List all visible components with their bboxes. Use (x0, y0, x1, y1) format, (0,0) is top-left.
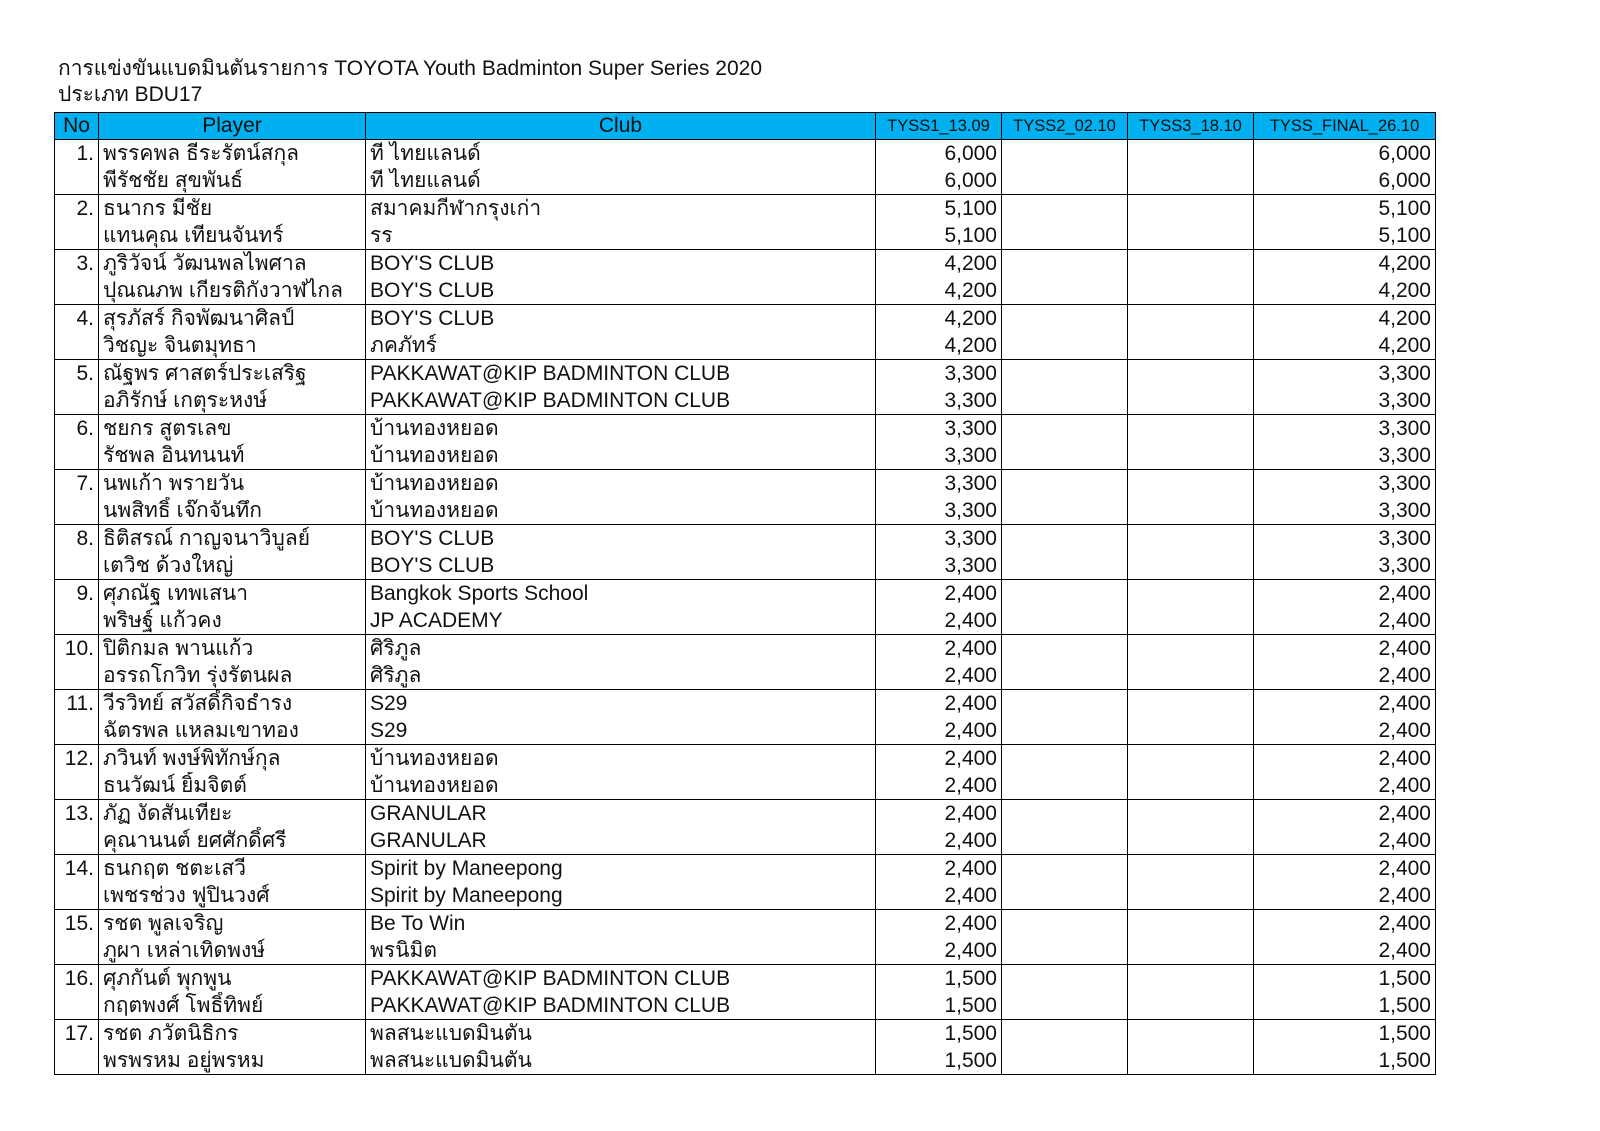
player-name: นพสิทธิ์ เจ๊กจันทึก (99, 497, 366, 525)
document-header (58, 56, 762, 108)
category-label: ประเภท BDU17 (58, 83, 203, 106)
final-points: 3,300 (1254, 497, 1436, 525)
final-points: 1,500 (1254, 965, 1436, 993)
player-name: ธนวัฒน์ ยิ้มจิตต์ (99, 772, 366, 800)
entry-number: 15. (55, 910, 99, 938)
entry-number: 1. (55, 140, 99, 168)
tyss3-points (1128, 525, 1254, 553)
tyss3-points (1128, 442, 1254, 470)
tyss3-points (1128, 937, 1254, 965)
tyss3-points (1128, 717, 1254, 745)
tyss3-points (1128, 662, 1254, 690)
club-name: GRANULAR (366, 827, 876, 855)
tyss2-points (1002, 910, 1128, 938)
entry-number (55, 937, 99, 965)
table-row (55, 772, 1436, 800)
club-name: BOY'S CLUB (366, 250, 876, 278)
final-points: 6,000 (1254, 167, 1436, 195)
table-row (55, 745, 1436, 773)
entry-number (55, 772, 99, 800)
tyss1-points: 1,500 (876, 1047, 1002, 1075)
tyss3-points (1128, 360, 1254, 388)
table-row (55, 607, 1436, 635)
club-name: ศิริภูล (366, 635, 876, 663)
table-row (55, 305, 1436, 333)
table-row (55, 332, 1436, 360)
entry-number (55, 442, 99, 470)
entry-number: 10. (55, 635, 99, 663)
tyss2-points (1002, 525, 1128, 553)
tyss3-points (1128, 140, 1254, 168)
tyss1-points: 2,400 (876, 827, 1002, 855)
tyss2-points (1002, 580, 1128, 608)
club-name: พรนิมิต (366, 937, 876, 965)
club-name: PAKKAWAT@KIP BADMINTON CLUB (366, 387, 876, 415)
player-name: พีรัชชัย สุขพันธ์ (99, 167, 366, 195)
club-name: PAKKAWAT@KIP BADMINTON CLUB (366, 965, 876, 993)
player-name: พรรคพล ธีระรัตน์สกุล (99, 140, 366, 168)
tyss2-points (1002, 222, 1128, 250)
club-name: บ้านทองหยอด (366, 442, 876, 470)
entry-number (55, 222, 99, 250)
tyss1-points: 5,100 (876, 195, 1002, 223)
tyss2-points (1002, 250, 1128, 278)
tyss2-points (1002, 745, 1128, 773)
player-name: รชต ภวัตนิธิกร (99, 1020, 366, 1048)
club-name: บ้านทองหยอด (366, 470, 876, 498)
club-name: รร (366, 222, 876, 250)
header-tyss-final: TYSS_FINAL_26.10 (1254, 113, 1436, 140)
entry-number: 8. (55, 525, 99, 553)
table-row (55, 992, 1436, 1020)
table-row (55, 827, 1436, 855)
tyss2-points (1002, 360, 1128, 388)
tyss1-points: 4,200 (876, 250, 1002, 278)
entry-number: 16. (55, 965, 99, 993)
final-points: 4,200 (1254, 305, 1436, 333)
player-name: ปิติกมล พานแก้ว (99, 635, 366, 663)
tyss3-points (1128, 965, 1254, 993)
tyss1-points: 2,400 (876, 635, 1002, 663)
tyss3-points (1128, 497, 1254, 525)
final-points: 3,300 (1254, 360, 1436, 388)
header-club: Club (366, 113, 876, 140)
club-name: บ้านทองหยอด (366, 772, 876, 800)
tyss3-points (1128, 772, 1254, 800)
final-points: 2,400 (1254, 607, 1436, 635)
club-name: PAKKAWAT@KIP BADMINTON CLUB (366, 360, 876, 388)
entry-number: 4. (55, 305, 99, 333)
club-name: JP ACADEMY (366, 607, 876, 635)
tyss1-points: 3,300 (876, 497, 1002, 525)
tyss2-points (1002, 497, 1128, 525)
entry-number (55, 1047, 99, 1075)
entry-number (55, 717, 99, 745)
final-points: 2,400 (1254, 772, 1436, 800)
final-points: 2,400 (1254, 635, 1436, 663)
table-header (55, 113, 1436, 140)
player-name: นพเก้า พรายวัน (99, 470, 366, 498)
player-name: อภิรักษ์ เกตุระหงษ์ (99, 387, 366, 415)
tyss1-points: 3,300 (876, 360, 1002, 388)
table-row (55, 497, 1436, 525)
club-name: พลสนะแบดมินตัน (366, 1020, 876, 1048)
final-points: 5,100 (1254, 195, 1436, 223)
tyss2-points (1002, 992, 1128, 1020)
player-name: ศุภณัฐ เทพเสนา (99, 580, 366, 608)
table-row (55, 250, 1436, 278)
player-name: ภูริวัจน์ วัฒนพลไพศาล (99, 250, 366, 278)
final-points: 3,300 (1254, 470, 1436, 498)
final-points: 6,000 (1254, 140, 1436, 168)
table-row (55, 470, 1436, 498)
player-name: ปุณณภพ เกียรติกังวาฬไกล (99, 277, 366, 305)
entry-number (55, 552, 99, 580)
final-points: 4,200 (1254, 277, 1436, 305)
club-name: Spirit by Maneepong (366, 855, 876, 883)
club-name: GRANULAR (366, 800, 876, 828)
tyss3-points (1128, 827, 1254, 855)
tyss2-points (1002, 167, 1128, 195)
player-name: วิชญะ จินตมุทธา (99, 332, 366, 360)
entry-number (55, 882, 99, 910)
header-tyss2: TYSS2_02.10 (1002, 113, 1128, 140)
tyss1-points: 2,400 (876, 662, 1002, 690)
tyss3-points (1128, 277, 1254, 305)
player-name: เพชรช่วง ฟูปินวงศ์ (99, 882, 366, 910)
ranking-table (54, 112, 1436, 1075)
table-row (55, 552, 1436, 580)
tyss1-points: 2,400 (876, 607, 1002, 635)
tyss1-points: 2,400 (876, 937, 1002, 965)
tyss3-points (1128, 470, 1254, 498)
entry-number (55, 827, 99, 855)
tyss2-points (1002, 965, 1128, 993)
tyss2-points (1002, 387, 1128, 415)
entry-number (55, 387, 99, 415)
header-no: No (55, 113, 99, 140)
club-name: ภคภัทร์ (366, 332, 876, 360)
entry-number: 9. (55, 580, 99, 608)
table-row (55, 910, 1436, 938)
player-name: รชต พูลเจริญ (99, 910, 366, 938)
final-points: 4,200 (1254, 332, 1436, 360)
club-name: สมาคมกีฬากรุงเก่า (366, 195, 876, 223)
tyss2-points (1002, 332, 1128, 360)
tyss3-points (1128, 305, 1254, 333)
tyss1-points: 2,400 (876, 690, 1002, 718)
player-name: ธิติสรณ์ กาญจนาวิบูลย์ (99, 525, 366, 553)
tyss1-points: 2,400 (876, 745, 1002, 773)
tyss3-points (1128, 607, 1254, 635)
tyss1-points: 3,300 (876, 470, 1002, 498)
player-name: ณัฐพร ศาสตร์ประเสริฐ (99, 360, 366, 388)
tyss2-points (1002, 662, 1128, 690)
final-points: 4,200 (1254, 250, 1436, 278)
entry-number: 5. (55, 360, 99, 388)
tyss3-points (1128, 992, 1254, 1020)
tyss2-points (1002, 827, 1128, 855)
tyss1-points: 6,000 (876, 140, 1002, 168)
tyss3-points (1128, 1020, 1254, 1048)
tyss1-points: 2,400 (876, 580, 1002, 608)
table-row (55, 442, 1436, 470)
club-name: Spirit by Maneepong (366, 882, 876, 910)
table-body (55, 140, 1436, 1075)
player-name: กฤตพงศ์ โพธิ์ทิพย์ (99, 992, 366, 1020)
club-name: บ้านทองหยอด (366, 745, 876, 773)
player-name: ฉัตรพล แหลมเขาทอง (99, 717, 366, 745)
entry-number (55, 607, 99, 635)
player-name: อรรถโกวิท รุ่งรัตนผล (99, 662, 366, 690)
tyss2-points (1002, 607, 1128, 635)
club-name: BOY'S CLUB (366, 305, 876, 333)
tyss1-points: 3,300 (876, 525, 1002, 553)
entry-number (55, 662, 99, 690)
player-name: ธนกฤต ชตะเสวี (99, 855, 366, 883)
table-row (55, 387, 1436, 415)
final-points: 2,400 (1254, 937, 1436, 965)
player-name: เตวิช ด้วงใหญ่ (99, 552, 366, 580)
tyss1-points: 4,200 (876, 277, 1002, 305)
tyss3-points (1128, 387, 1254, 415)
tyss3-points (1128, 580, 1254, 608)
entry-number: 12. (55, 745, 99, 773)
final-points: 3,300 (1254, 525, 1436, 553)
tyss2-points (1002, 277, 1128, 305)
tyss2-points (1002, 937, 1128, 965)
header-row (55, 113, 1436, 140)
final-points: 2,400 (1254, 662, 1436, 690)
player-name: พรพรหม อยู่พรหม (99, 1047, 366, 1075)
club-name: BOY'S CLUB (366, 525, 876, 553)
tyss1-points: 3,300 (876, 552, 1002, 580)
tyss1-points: 2,400 (876, 910, 1002, 938)
tyss3-points (1128, 882, 1254, 910)
table-row (55, 882, 1436, 910)
tyss3-points (1128, 745, 1254, 773)
entry-number (55, 497, 99, 525)
player-name: ศุภกันต์ พุกพูน (99, 965, 366, 993)
player-name: ชยกร สูตรเลข (99, 415, 366, 443)
tyss2-points (1002, 552, 1128, 580)
final-points: 2,400 (1254, 882, 1436, 910)
tyss2-points (1002, 690, 1128, 718)
final-points: 2,400 (1254, 717, 1436, 745)
player-name: คุณานนต์ ยศศักดิ์ศรี (99, 827, 366, 855)
header-tyss3: TYSS3_18.10 (1128, 113, 1254, 140)
tyss1-points: 2,400 (876, 772, 1002, 800)
tyss3-points (1128, 552, 1254, 580)
final-points: 2,400 (1254, 690, 1436, 718)
table-row (55, 415, 1436, 443)
tyss2-points (1002, 470, 1128, 498)
table-row (55, 937, 1436, 965)
tyss2-points (1002, 635, 1128, 663)
tyss1-points: 1,500 (876, 1020, 1002, 1048)
tyss1-points: 3,300 (876, 442, 1002, 470)
entry-number: 11. (55, 690, 99, 718)
entry-number: 17. (55, 1020, 99, 1048)
tyss1-points: 2,400 (876, 800, 1002, 828)
final-points: 2,400 (1254, 580, 1436, 608)
tyss3-points (1128, 855, 1254, 883)
tyss2-points (1002, 772, 1128, 800)
tyss3-points (1128, 1047, 1254, 1075)
final-points: 3,300 (1254, 415, 1436, 443)
table-row (55, 525, 1436, 553)
club-name: ศิริภูล (366, 662, 876, 690)
tyss3-points (1128, 222, 1254, 250)
entry-number (55, 277, 99, 305)
tyss2-points (1002, 855, 1128, 883)
entry-number (55, 332, 99, 360)
tyss2-points (1002, 140, 1128, 168)
tyss1-points: 2,400 (876, 855, 1002, 883)
player-name: พริษฐ์ แก้วคง (99, 607, 366, 635)
table-row (55, 800, 1436, 828)
entry-number (55, 167, 99, 195)
table-row (55, 222, 1436, 250)
entry-number (55, 992, 99, 1020)
table-row (55, 965, 1436, 993)
tyss2-points (1002, 415, 1128, 443)
club-name: บ้านทองหยอด (366, 497, 876, 525)
table-row (55, 277, 1436, 305)
tyss1-points: 1,500 (876, 965, 1002, 993)
table-row (55, 1047, 1436, 1075)
club-name: บ้านทองหยอด (366, 415, 876, 443)
tyss1-points: 5,100 (876, 222, 1002, 250)
entry-number: 13. (55, 800, 99, 828)
tyss1-points: 2,400 (876, 717, 1002, 745)
tyss2-points (1002, 1020, 1128, 1048)
table-row (55, 580, 1436, 608)
header-tyss1: TYSS1_13.09 (876, 113, 1002, 140)
player-name: สุรภัสร์ กิจพัฒนาศิลป์ (99, 305, 366, 333)
tyss2-points (1002, 195, 1128, 223)
player-name: ภวินท์ พงษ์พิทักษ์กุล (99, 745, 366, 773)
final-points: 5,100 (1254, 222, 1436, 250)
tyss2-points (1002, 882, 1128, 910)
document-title: การแข่งขันแบดมินตันรายการ TOYOTA Youth Badminton Super Series 2020 (58, 57, 762, 80)
club-name: Be To Win (366, 910, 876, 938)
final-points: 2,400 (1254, 827, 1436, 855)
tyss2-points (1002, 717, 1128, 745)
final-points: 2,400 (1254, 745, 1436, 773)
player-name: ธนากร มีชัย (99, 195, 366, 223)
player-name: วีรวิทย์ สวัสดิ์กิจธำรง (99, 690, 366, 718)
club-name: พลสนะแบดมินตัน (366, 1047, 876, 1075)
final-points: 2,400 (1254, 855, 1436, 883)
entry-number: 14. (55, 855, 99, 883)
tyss2-points (1002, 800, 1128, 828)
club-name: BOY'S CLUB (366, 277, 876, 305)
final-points: 1,500 (1254, 1047, 1436, 1075)
tyss1-points: 4,200 (876, 332, 1002, 360)
club-name: ที ไทยแลนด์ (366, 140, 876, 168)
table-row (55, 195, 1436, 223)
final-points: 2,400 (1254, 910, 1436, 938)
final-points: 3,300 (1254, 442, 1436, 470)
entry-number: 6. (55, 415, 99, 443)
player-name: ภูผา เหล่าเทิดพงษ์ (99, 937, 366, 965)
final-points: 3,300 (1254, 387, 1436, 415)
tyss3-points (1128, 690, 1254, 718)
table-row (55, 167, 1436, 195)
tyss3-points (1128, 332, 1254, 360)
final-points: 1,500 (1254, 1020, 1436, 1048)
tyss3-points (1128, 167, 1254, 195)
entry-number: 3. (55, 250, 99, 278)
tyss2-points (1002, 442, 1128, 470)
tyss3-points (1128, 250, 1254, 278)
club-name: Bangkok Sports School (366, 580, 876, 608)
table-row (55, 855, 1436, 883)
tyss1-points: 3,300 (876, 415, 1002, 443)
table-row (55, 635, 1436, 663)
tyss2-points (1002, 1047, 1128, 1075)
tyss2-points (1002, 305, 1128, 333)
tyss3-points (1128, 910, 1254, 938)
tyss1-points: 4,200 (876, 305, 1002, 333)
tyss1-points: 1,500 (876, 992, 1002, 1020)
club-name: BOY'S CLUB (366, 552, 876, 580)
table-row (55, 717, 1436, 745)
table-row (55, 690, 1436, 718)
club-name: PAKKAWAT@KIP BADMINTON CLUB (366, 992, 876, 1020)
tyss3-points (1128, 195, 1254, 223)
table-row (55, 662, 1436, 690)
tyss3-points (1128, 800, 1254, 828)
final-points: 1,500 (1254, 992, 1436, 1020)
tyss1-points: 6,000 (876, 167, 1002, 195)
tyss1-points: 3,300 (876, 387, 1002, 415)
club-name: S29 (366, 690, 876, 718)
table-row (55, 140, 1436, 168)
player-name: รัชพล อินทนนท์ (99, 442, 366, 470)
table-row (55, 360, 1436, 388)
player-name: แทนคุณ เทียนจันทร์ (99, 222, 366, 250)
player-name: ภัฏ งัดสันเทียะ (99, 800, 366, 828)
tyss3-points (1128, 635, 1254, 663)
header-player: Player (99, 113, 366, 140)
table-row (55, 1020, 1436, 1048)
final-points: 2,400 (1254, 800, 1436, 828)
tyss3-points (1128, 415, 1254, 443)
club-name: ที ไทยแลนด์ (366, 167, 876, 195)
club-name: S29 (366, 717, 876, 745)
entry-number: 7. (55, 470, 99, 498)
final-points: 3,300 (1254, 552, 1436, 580)
entry-number: 2. (55, 195, 99, 223)
tyss1-points: 2,400 (876, 882, 1002, 910)
